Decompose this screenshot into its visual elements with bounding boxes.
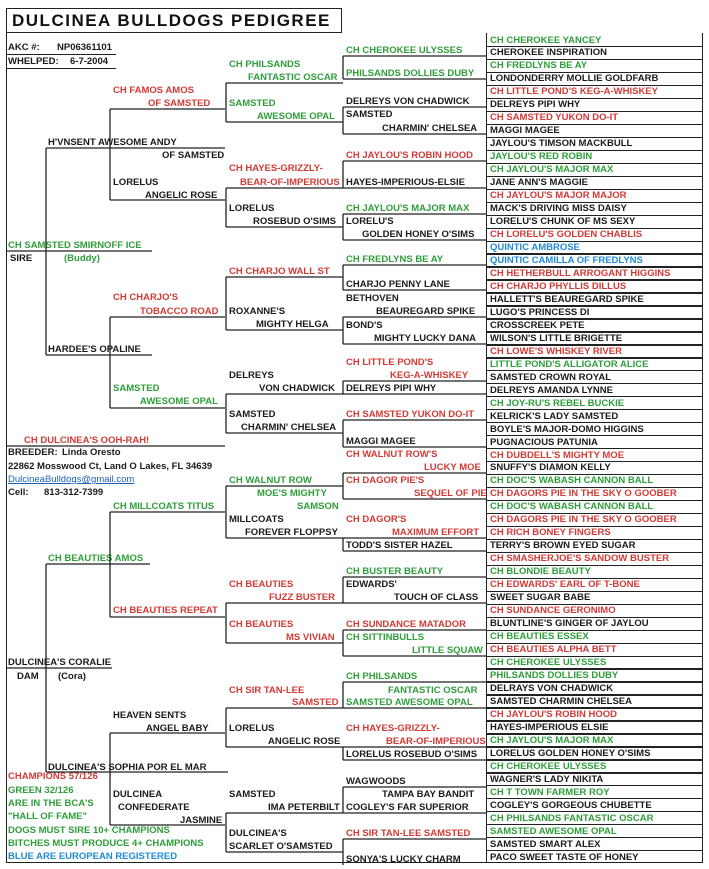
g6-ancestor: LITTLE POND'S ALLIGATOR ALICE	[490, 358, 649, 370]
g6-ancestor: CH FREDLYNS BE AY	[490, 60, 588, 72]
g6-ancestor: CH HETHERBULL ARROGANT HIGGINS	[490, 267, 671, 279]
g6-ancestor: CH JAYLOU'S MAJOR MAX	[490, 734, 614, 746]
g6-ancestor: CH SMASHERJOE'S SANDOW BUSTER	[490, 553, 670, 565]
g3-dds: HEAVEN SENTS	[113, 710, 187, 721]
g6-ancestor: CH CHEROKEE YANCEY	[490, 34, 602, 46]
g6-ancestor: SAMSTED CROWN ROYAL	[490, 371, 612, 383]
g2-ss2: OF SAMSTED	[162, 150, 225, 161]
cell-number: 813-312-7399	[44, 487, 104, 498]
g6-ancestor: CH EDWARDS' EARL OF T-BONE	[490, 579, 640, 591]
g5-k3: TOUCH OF CLASS	[394, 592, 479, 603]
g5-h1: CH SAMSTED YUKON DO-IT	[346, 409, 475, 420]
g5-l2: CH SITTINBULLS	[346, 632, 425, 643]
g6-ancestor: BLUNTLINE'S GINGER OF JAYLOU	[490, 618, 649, 630]
g5-n3: LORELUS ROSEBUD O'SIMS	[346, 749, 478, 760]
g4-c1: CH HAYES-GRIZZLY-	[229, 163, 323, 174]
g5-a2: PHILSANDS DOLLIES DUBY	[346, 68, 475, 79]
g4-j1: MILLCOATS	[229, 514, 284, 525]
g4-e1: CH CHARJO WALL ST	[229, 266, 330, 277]
g6-ancestor: QUINTIC CAMILLA OF FREDLYNS	[490, 254, 643, 266]
g3-ddd2: CONFEDERATE	[118, 802, 190, 813]
g6-ancestor: CH BLONDIE BEAUTY	[490, 566, 591, 578]
sire-call-name: (Buddy)	[64, 253, 100, 264]
g6-ancestor: CH CHEROKEE ULYSSES	[490, 760, 607, 772]
g6-ancestor: WILSON'S LITTLE BRIGETTE	[490, 332, 623, 344]
g6-ancestor: DELREYS AMANDA LYNNE	[490, 384, 613, 396]
g4-b2: AWESOME OPAL	[257, 111, 335, 122]
breeder-name: Linda Oresto	[62, 447, 121, 458]
g5-d1: CH JAYLOU'S MAJOR MAX	[346, 203, 470, 214]
g6-ancestor: CH DAGORS PIE IN THE SKY O GOOBER	[490, 514, 677, 526]
g5-i2: LUCKY MOE	[424, 462, 481, 473]
g6-ancestor: CH JAYLOU'S ROBIN HOOD	[490, 708, 618, 720]
g6-ancestor: CH JOY-RU'S REBEL BUCKIE	[490, 397, 625, 409]
g5-l1: CH SUNDANCE MATADOR	[346, 619, 466, 630]
g4-g1: DELREYS	[229, 370, 274, 381]
g4-i3: SAMSON	[297, 501, 339, 512]
g6-ancestor: LORELU'S CHUNK OF MS SEXY	[490, 216, 636, 228]
g4-d1: LORELUS	[229, 203, 275, 214]
g5-c2: HAYES-IMPERIOUS-ELSIE	[346, 177, 465, 188]
g6-ancestor: PHILSANDS DOLLIES DUBY	[490, 669, 619, 681]
g6-ancestor: WAGNER'S LADY NIKITA	[490, 773, 604, 785]
cell-label: Cell:	[8, 487, 29, 498]
g4-n1: LORELUS	[229, 723, 275, 734]
g5-i4: SEQUEL OF PIE	[414, 488, 487, 499]
g5-h2: MAGGI MAGEE	[346, 436, 416, 447]
g6-ancestor: DELREYS PIPI WHY	[490, 99, 581, 111]
g6-ancestor: SWEET SUGAR BABE	[490, 592, 591, 604]
g4-o1: SAMSTED	[229, 789, 276, 800]
g6-ancestor: DELRAYS VON CHADWICK	[490, 682, 614, 694]
g6-ancestor: CROSSCREEK PETE	[490, 319, 585, 331]
g2-sd: HARDEE'S OPALINE	[48, 344, 141, 355]
g4-o2: IMA PETERBILT	[268, 802, 340, 813]
g3-sdd2: AWESOME OPAL	[140, 396, 218, 407]
g3-dss: CH MILLCOATS TITUS	[113, 501, 215, 512]
g4-f2: MIGHTY HELGA	[256, 319, 329, 330]
breeder-label: BREEDER:	[8, 447, 58, 458]
g3-sdd: SAMSTED	[113, 383, 160, 394]
g4-g2: VON CHADWICK	[259, 383, 335, 394]
g6-ancestor: CH DUBDELL'S MIGHTY MOE	[490, 449, 625, 461]
g3-ssd: LORELUS	[113, 177, 159, 188]
g4-l1: CH BEAUTIES	[229, 619, 294, 630]
g4-n2: ANGELIC ROSE	[268, 736, 341, 747]
dam-call-name: (Cora)	[58, 671, 86, 682]
note-dam-rule: BITCHES MUST PRODUCE 4+ CHAMPIONS	[8, 838, 204, 849]
g6-ancestor: PACO SWEET TASTE OF HONEY	[490, 851, 639, 863]
g3-sss: CH FAMOS AMOS	[113, 85, 194, 96]
g3-sss2: OF SAMSTED	[148, 98, 211, 109]
g4-m1: CH SIR TAN-LEE	[229, 685, 305, 696]
g4-c2: BEAR-OF-IMPERIOUS	[240, 177, 340, 188]
g5-m2: FANTASTIC OSCAR	[388, 685, 478, 696]
g6-ancestor: CH JAYLOU'S MAJOR MAJOR	[490, 190, 627, 202]
breeder-address: 22862 Mosswood Ct, Land O Lakes, FL 34639	[8, 461, 213, 472]
g6-ancestor: CHEROKEE INSPIRATION	[490, 47, 608, 59]
g6-ancestor: CH T TOWN FARMER ROY	[490, 786, 610, 798]
g5-f3: BOND'S	[346, 320, 383, 331]
g5-f2: BEAUREGARD SPIKE	[376, 306, 476, 317]
g6-ancestor: SAMSTED AWESOME OPAL	[490, 825, 617, 837]
g5-d2: LORELU'S	[346, 216, 394, 227]
g6-ancestor: CH SUNDANCE GERONIMO	[490, 605, 616, 617]
note-champions: CHAMPIONS 57/126	[8, 771, 98, 782]
g6-ancestor: LONDONDERRY MOLLIE GOLDFARB	[490, 73, 659, 85]
g6-ancestor: HALLETT'S BEAUREGARD SPIKE	[490, 293, 644, 305]
sire-label: SIRE	[10, 253, 33, 264]
g5-d3: GOLDEN HONEY O'SIMS	[362, 229, 475, 240]
g5-c1: CH JAYLOU'S ROBIN HOOD	[346, 150, 474, 161]
g5-o2: TAMPA BAY BANDIT	[382, 789, 475, 800]
g5-b2: SAMSTED	[346, 109, 393, 120]
g5-f4: MIGHTY LUCKY DANA	[374, 333, 477, 344]
g6-ancestor: CH SAMSTED YUKON DO-IT	[490, 112, 619, 124]
g4-h2: CHARMIN' CHELSEA	[241, 422, 337, 433]
g6-ancestor: CH BEAUTIES ALPHA BETT	[490, 644, 617, 656]
g3-dds2: ANGEL BABY	[146, 723, 209, 734]
g6-ancestor: JAYLOU'S TIMSON MACKBULL	[490, 138, 633, 150]
g6-ancestor: CH RICH BONEY FINGERS	[490, 527, 611, 539]
g4-i2: MOE'S MIGHTY	[257, 488, 327, 499]
g5-i3: CH DAGOR PIE'S	[346, 475, 425, 486]
note-bca: ARE IN THE BCA'S	[8, 798, 94, 809]
g3-ddd: DULCINEA	[113, 789, 163, 800]
g4-p2: SCARLET O'SAMSTED	[229, 841, 333, 852]
g6-ancestor: LUGO'S PRINCESS DI	[490, 306, 590, 318]
dam-label: DAM	[17, 671, 39, 682]
g6-ancestor: CH DOC'S WABASH CANNON BALL	[490, 501, 654, 513]
page-title: DULCINEA BULLDOGS PEDIGREE	[12, 11, 331, 30]
note-sire-rule: DOGS MUST SIRE 10+ CHAMPIONS	[8, 825, 170, 836]
g6-ancestor: CH DAGORS PIE IN THE SKY O GOOBER	[490, 488, 677, 500]
g2-ss: H'VNSENT AWESOME ANDY	[48, 137, 177, 148]
g2-dd: DULCINEA'S SOPHIA POR EL MAR	[48, 762, 207, 773]
g4-d2: ROSEBUD O'SIMS	[253, 216, 337, 227]
g3-ddd3: JASMINE	[180, 815, 223, 826]
g4-a2: FANTASTIC OSCAR	[248, 72, 338, 83]
sire-name: CH SAMSTED SMIRNOFF ICE	[8, 240, 142, 251]
g6-ancestor: CH LORELU'S GOLDEN CHABLIS	[490, 229, 643, 241]
g5-i1: CH WALNUT ROW'S	[346, 449, 438, 460]
g5-j1: CH DAGOR'S	[346, 514, 407, 525]
g5-j3: TODD'S SISTER HAZEL	[346, 540, 453, 551]
g4-i1: CH WALNUT ROW	[229, 475, 312, 486]
g6-ancestor: CH LITTLE POND'S KEG-A-WHISKEY	[490, 86, 658, 98]
g6-ancestor: CH CHEROKEE ULYSSES	[490, 657, 607, 668]
breeder-email[interactable]: DulcineaBulldogs@gmail.com	[8, 474, 135, 485]
g5-b3: CHARMIN' CHELSEA	[382, 123, 478, 134]
dog-name: CH DULCINEA'S OOH-RAH!	[24, 435, 150, 446]
g3-sds2: TOBACCO ROAD	[140, 306, 219, 317]
g4-p1: DULCINEA'S	[229, 828, 287, 839]
g5-b1: DELREYS VON CHADWICK	[346, 96, 470, 107]
g5-p1: CH SIR TAN-LEE SAMSTED	[346, 828, 471, 839]
g5-l3: LITTLE SQUAW	[412, 645, 483, 656]
g6-ancestor: TERRY'S BROWN EYED SUGAR	[490, 540, 636, 552]
g6-ancestor: JAYLOU'S RED ROBIN	[490, 151, 593, 163]
g6-ancestor: PUGNACIOUS PATUNIA	[490, 436, 598, 448]
g6-ancestor: CH PHILSANDS FANTASTIC OSCAR	[490, 812, 654, 824]
g4-a1: CH PHILSANDS	[229, 59, 301, 70]
g5-g3: DELREYS PIPI WHY	[346, 383, 437, 394]
whelped-date: 6-7-2004	[70, 56, 109, 67]
g5-j2: MAXIMUM EFFORT	[392, 527, 480, 538]
g5-p2: SONYA'S LUCKY CHARM	[346, 854, 461, 865]
g3-ssd2: ANGELIC ROSE	[145, 190, 218, 201]
akc-number: NP06361101	[57, 42, 112, 53]
g6-ancestor: BOYLE'S MAJOR-DOMO HIGGINS	[490, 423, 644, 435]
g5-n1: CH HAYES-GRIZZLY-	[346, 723, 440, 734]
g6-ancestor: SAMSTED SMART ALEX	[490, 838, 601, 850]
g5-k2: EDWARDS'	[346, 579, 397, 590]
note-blue: BLUE ARE EUROPEAN REGISTERED	[8, 851, 178, 862]
g5-o3: COGLEY'S FAR SUPERIOR	[346, 802, 469, 813]
g4-l2: MS VIVIAN	[286, 632, 335, 643]
g6-ancestor: COGLEY'S GORGEOUS CHUBETTE	[490, 799, 652, 811]
g4-h1: SAMSTED	[229, 409, 276, 420]
g3-dsd: CH BEAUTIES REPEAT	[113, 605, 218, 616]
whelped-label: WHELPED:	[8, 56, 59, 67]
g4-k1: CH BEAUTIES	[229, 579, 294, 590]
g5-m3: SAMSTED AWESOME OPAL	[346, 697, 473, 708]
g6-ancestor: CH CHARJO PHYLLIS DILLUS	[490, 280, 627, 292]
g3-sds: CH CHARJO'S	[113, 292, 179, 303]
g6-ancestor: QUINTIC AMBROSE	[490, 242, 580, 253]
g6-ancestor: CH JAYLOU'S MAJOR MAX	[490, 164, 614, 176]
g6-ancestor: JANE ANN'S MAGGIE	[490, 177, 588, 189]
dam-name: DULCINEA'S CORALIE	[8, 657, 112, 668]
g6-ancestor: SAMSTED CHARMIN CHELSEA	[490, 695, 632, 707]
g5-g1: CH LITTLE POND'S	[346, 357, 434, 368]
g5-e2: CHARJO PENNY LANE	[346, 279, 450, 290]
g4-b1: SAMSTED	[229, 98, 276, 109]
g5-f1: BETHOVEN	[346, 293, 399, 304]
g4-j2: FOREVER FLOPPSY	[245, 527, 338, 538]
g4-f1: ROXANNE'S	[229, 306, 286, 317]
g5-m1: CH PHILSANDS	[346, 671, 418, 682]
g4-m2: SAMSTED	[292, 697, 339, 708]
g6-ancestor: HAYES-IMPERIOUS ELSIE	[490, 721, 609, 733]
g6-ancestor: MAGGI MAGEE	[490, 125, 560, 137]
g5-g2: KEG-A-WHISKEY	[390, 370, 469, 381]
note-hof: "HALL OF FAME"	[8, 811, 88, 822]
g5-e1: CH FREDLYNS BE AY	[346, 254, 444, 265]
g6-ancestor: CH BEAUTIES ESSEX	[490, 631, 589, 643]
g6-ancestor: MACK'S DRIVING MISS DAISY	[490, 203, 627, 215]
g5-k1: CH BUSTER BEAUTY	[346, 566, 444, 577]
g6-ancestor: CH LOWE'S WHISKEY RIVER	[490, 345, 622, 357]
g5-o1: WAGWOODS	[346, 776, 406, 787]
g6-ancestor: LORELUS GOLDEN HONEY O'SIMS	[490, 747, 651, 759]
g6-ancestor: CH DOC'S WABASH CANNON BALL	[490, 475, 654, 487]
g5-a1: CH CHEROKEE ULYSSES	[346, 45, 463, 56]
g4-k2: FUZZ BUSTER	[269, 592, 335, 603]
g5-n2: BEAR-OF-IMPERIOUS	[386, 736, 486, 747]
g6-ancestor: SNUFFY'S DIAMON KELLY	[490, 462, 611, 474]
g2-ds: CH BEAUTIES AMOS	[48, 553, 144, 564]
akc-label: AKC #:	[8, 42, 40, 53]
note-green: GREEN 32/126	[8, 785, 74, 796]
g6-ancestor: KELRICK'S LADY SAMSTED	[490, 410, 619, 422]
